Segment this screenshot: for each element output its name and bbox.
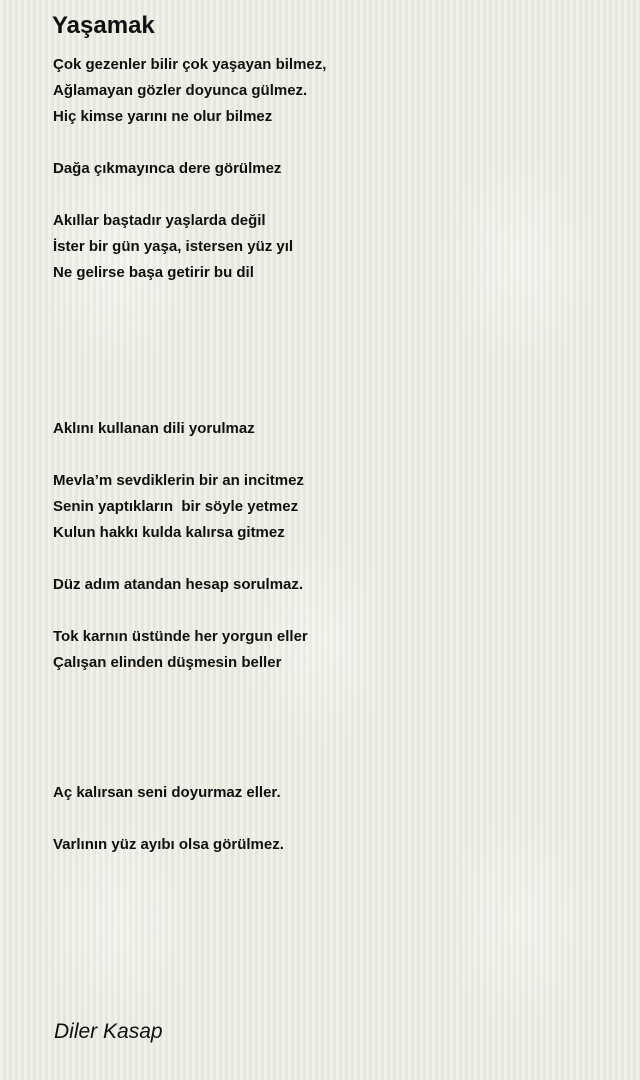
poem-line: Düz adım atandan hesap sorulmaz.: [53, 576, 304, 593]
poem-line: [53, 130, 613, 156]
poem-line: [53, 364, 613, 390]
poem-body: [53, 52, 613, 858]
poem-line: [53, 286, 613, 312]
poem-line: Ne gelirse başa getirir bu dil: [53, 264, 254, 281]
poem-line: Varlının yüz ayıbı olsa görülmez.: [53, 836, 284, 853]
poem-line: [53, 182, 613, 208]
poem-line: [53, 754, 613, 780]
poem-line: Ağlamayan gözler doyunca gülmez.: [53, 82, 308, 99]
poem-line: Dağa çıkmayınca dere görülmez: [53, 160, 282, 177]
poem-line: [53, 442, 613, 468]
poem-title: Yaşamak: [52, 12, 155, 39]
poem-line: Hiç kimse yarını ne olur bilmez: [53, 108, 273, 125]
poem-line: Aç kalırsan seni doyurmaz eller.: [53, 784, 281, 801]
poem-line: [53, 338, 613, 364]
poem-line: Tok karnın üstünde her yorgun eller: [53, 628, 308, 645]
poem-line: Çok gezenler bilir çok yaşayan bilmez,: [53, 56, 327, 73]
poem-author: Diler Kasap: [54, 1020, 163, 1043]
poem-line: [53, 390, 613, 416]
poem-line: [53, 702, 613, 728]
poem-line: [53, 676, 613, 702]
poem-line: Çalışan elinden düşmesin beller: [53, 654, 282, 671]
poem-line: [53, 546, 613, 572]
poem-line: [53, 598, 613, 624]
poem-line: Senin yaptıkların bir söyle yetmez: [53, 498, 299, 515]
poem-line: Mevla’m sevdiklerin bir an incitmez: [53, 472, 304, 489]
poem-line: Akıllar baştadır yaşlarda değil: [53, 212, 266, 229]
poem-line: [53, 312, 613, 338]
poem-line: [53, 728, 613, 754]
poem-line: Kulun hakkı kulda kalırsa gitmez: [53, 524, 285, 541]
poem-line: Aklını kullanan dili yorulmaz: [53, 420, 255, 437]
poem-line: [53, 806, 613, 832]
poem-line: İster bir gün yaşa, istersen yüz yıl: [53, 238, 294, 255]
